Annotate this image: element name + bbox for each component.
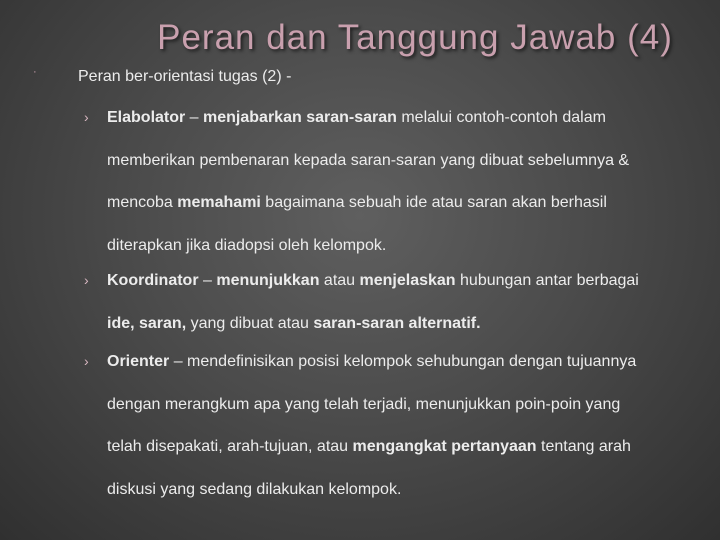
list-item-orienter — [107, 352, 707, 522]
slide-title — [0, 18, 720, 58]
item-bold-text: menunjukkan — [216, 272, 320, 289]
item-text: atau — [319, 272, 360, 289]
item-bold-text: mengangkat pertanyaan — [352, 438, 537, 455]
item-text: mendefinisikan posisi kelompok sehubungan dengan tujuannya — [187, 353, 637, 370]
item-dash: – — [198, 272, 217, 289]
item-line: dengan merangkum apa yang telah terjadi, menunjukkan poin-poin yang — [107, 395, 621, 413]
list-item-koordinator — [107, 271, 707, 356]
item-term: Elabolator — [107, 109, 186, 126]
item-dash: – — [169, 353, 188, 370]
item-bold-text: menjabarkan saran-saran — [203, 109, 397, 126]
item-text: yang dibuat atau — [186, 314, 314, 332]
item-bold-text: saran-saran alternatif. — [313, 314, 481, 332]
item-term: Orienter — [107, 353, 170, 370]
item-line — [107, 271, 707, 314]
item-line: diskusi yang sedang dilakukan kelompok. — [107, 480, 402, 498]
item-line — [107, 108, 707, 151]
item-bold-text: menjelaskan — [359, 272, 456, 289]
item-line: diterapkan jika diadopsi oleh kelompok. — [107, 236, 387, 254]
chevron-right-icon: › — [84, 353, 89, 369]
item-line — [107, 352, 707, 395]
item-text: telah disepakati, arah-tujuan, atau — [107, 438, 353, 455]
item-bold-text: ide, saran, — [107, 314, 187, 332]
item-line: memberikan pembenaran kepada saran-saran yang dibuat sebelumnya & — [107, 151, 630, 169]
item-line — [107, 437, 707, 480]
item-text: melalui contoh-contoh dalam — [396, 109, 606, 126]
chevron-right-icon: › — [84, 272, 89, 288]
item-text: tentang arah — [536, 438, 631, 455]
item-term: Koordinator — [107, 272, 199, 289]
level1-bullet-icon: · — [33, 66, 37, 78]
item-line — [107, 193, 707, 236]
slide-title-text: Peran dan Tanggung Jawab (4) — [157, 18, 673, 57]
item-line — [107, 314, 707, 357]
item-text: mencoba — [107, 194, 178, 211]
item-bold-text: memahami — [177, 194, 261, 211]
level1-text: Peran ber-orientasi tugas (2) - — [78, 68, 292, 85]
item-dash: – — [185, 109, 204, 126]
chevron-right-icon: › — [84, 109, 89, 125]
list-item-elabolator — [107, 108, 707, 278]
item-text: hubungan antar berbagai — [455, 272, 639, 289]
item-text: bagaimana sebuah ide atau saran akan berhasil — [260, 194, 607, 211]
